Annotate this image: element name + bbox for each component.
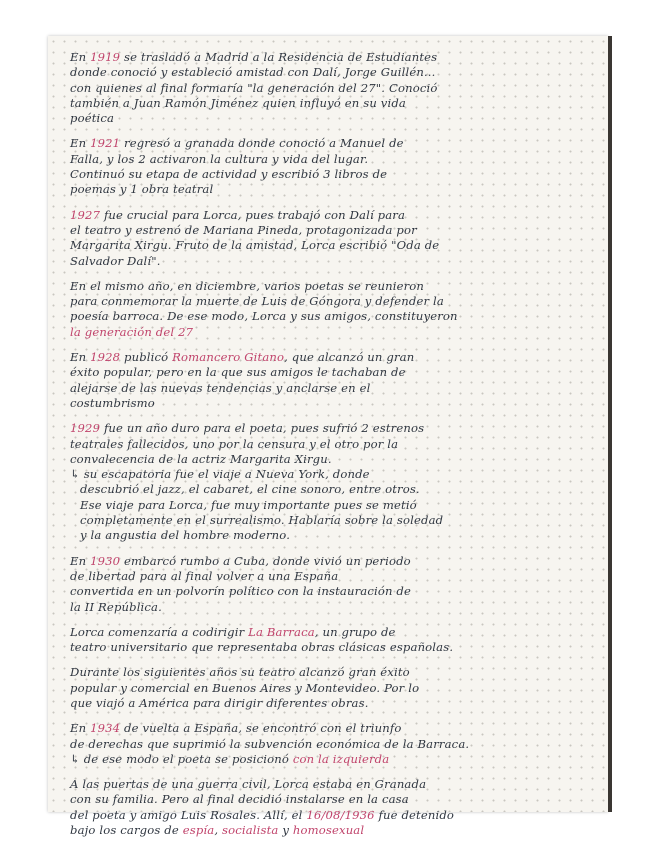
note-text: En bbox=[70, 136, 91, 151]
note-text: embarcó rumbo a Cuba, donde vivió un periodo bbox=[120, 553, 411, 568]
note-line bbox=[70, 167, 594, 182]
note-text: En bbox=[70, 50, 91, 64]
note-line bbox=[70, 309, 594, 324]
note-paragraph bbox=[70, 554, 594, 615]
highlighted-text: 1921 bbox=[90, 136, 121, 151]
note-text: éxito popular, pero en la que sus amigos le tachaban de bbox=[70, 365, 406, 380]
note-text: el teatro y estrenó de Mariana Pineda, protagonizada por bbox=[70, 222, 417, 237]
note-line bbox=[70, 640, 594, 655]
note-line bbox=[70, 600, 594, 615]
highlighted-text: 1934 bbox=[90, 721, 121, 736]
note-text: también a Juan Ramón Jiménez quien influyó en su vida bbox=[70, 95, 406, 110]
note-text: la II República. bbox=[70, 599, 162, 614]
note-text: Falla, y los 2 activaron la cultura y vida del lugar. bbox=[70, 151, 369, 166]
note-line bbox=[70, 625, 594, 640]
highlighted-text: socialista bbox=[222, 823, 279, 838]
highlighted-text: 1919 bbox=[90, 50, 121, 64]
note-line bbox=[70, 111, 594, 126]
note-text: Durante los siguientes años su teatro alcanzó gran éxito bbox=[70, 665, 410, 680]
note-text: regresó a granada donde conoció a Manuel de bbox=[120, 136, 404, 151]
note-text: para conmemorar la muerte de Luis de Góngora y defender la bbox=[70, 294, 444, 309]
note-line bbox=[70, 513, 594, 528]
note-line bbox=[70, 396, 594, 411]
note-text: Ese viaje para Lorca, fue muy importante pues se metió bbox=[80, 497, 417, 512]
highlighted-text: con la izquierda bbox=[292, 751, 390, 766]
note-text: Lorca comenzaría a codirigir bbox=[70, 624, 249, 639]
note-text: convertida en un polvorín político con la instauración de bbox=[70, 584, 412, 599]
note-paragraph bbox=[70, 208, 594, 269]
note-paragraph bbox=[70, 777, 594, 838]
highlighted-text: la generación del 27 bbox=[70, 324, 194, 339]
highlighted-text: La Barraca bbox=[248, 624, 315, 639]
note-line bbox=[70, 554, 594, 569]
note-text: poesía barroca. De ese modo, Lorca y sus amigos, constituyeron bbox=[70, 309, 458, 324]
note-text: ↳ su escapatoria fue el viaje a Nueva York, donde bbox=[70, 467, 370, 482]
note-line bbox=[70, 81, 594, 96]
note-text: , bbox=[214, 823, 223, 838]
note-paragraph bbox=[70, 625, 594, 656]
note-text: teatro universitario que representaba obras clásicas españolas. bbox=[70, 640, 454, 655]
note-text: teatrales fallecidos, uno por la censura y el otro por la bbox=[70, 436, 399, 451]
note-line bbox=[70, 681, 594, 696]
note-text: En bbox=[70, 350, 91, 365]
note-paragraph bbox=[70, 136, 594, 197]
note-text: , que alcanzó un gran bbox=[284, 350, 415, 365]
note-line bbox=[70, 96, 594, 111]
note-text: En bbox=[70, 721, 91, 736]
note-text: y la angustia del hombre moderno. bbox=[80, 528, 291, 543]
note-line bbox=[70, 584, 594, 599]
note-text: fue un año duro para el poeta, pues sufrió 2 estrenos bbox=[100, 421, 425, 436]
note-text: descubrió el jazz, el cabaret, el cine sonoro, entre otros. bbox=[80, 482, 420, 497]
note-text: convalecencia de la actriz Margarita Xirgu. bbox=[70, 451, 332, 466]
note-text: publicó bbox=[120, 350, 173, 365]
note-line bbox=[70, 665, 594, 680]
note-text: con quienes al final formaría "la generación del 27". Conoció bbox=[70, 80, 438, 95]
note-line bbox=[70, 421, 594, 436]
note-line bbox=[70, 823, 594, 838]
note-line bbox=[70, 569, 594, 584]
note-text: ↳ de ese modo el poeta se posicionó bbox=[70, 751, 293, 766]
notebook-page bbox=[48, 36, 608, 838]
note-text: y bbox=[278, 823, 293, 838]
note-line bbox=[70, 254, 594, 269]
note-line bbox=[70, 238, 594, 253]
note-text: fue detenido bbox=[374, 807, 455, 822]
note-line bbox=[70, 50, 594, 65]
note-text: Margarita Xirgu. Fruto de la amistad, Lorca escribió "Oda de bbox=[70, 238, 440, 253]
note-text: de derechas que suprimió la subvención económica de la Barraca. bbox=[70, 736, 470, 751]
note-text: poética bbox=[70, 111, 115, 126]
note-text: completamente en el surrealismo. Hablaría sobre la soledad bbox=[80, 513, 444, 528]
note-line bbox=[70, 365, 594, 380]
highlighted-text: 1927 bbox=[70, 207, 101, 222]
highlighted-text: Romancero Gitano bbox=[172, 350, 285, 365]
note-line bbox=[70, 65, 594, 80]
note-line bbox=[70, 136, 594, 151]
note-text: Continuó su etapa de actividad y escribió 3 libros de bbox=[70, 167, 388, 182]
highlighted-text: 1928 bbox=[90, 350, 121, 365]
note-text: En el mismo año, en diciembre, varios poetas se reunieron bbox=[70, 278, 425, 293]
note-text: que viajó a América para dirigir diferentes obras. bbox=[70, 695, 369, 710]
note-line bbox=[70, 294, 594, 309]
note-text: con su familia. Pero al final decidió instalarse en la casa bbox=[70, 792, 409, 807]
note-paragraph bbox=[70, 50, 594, 126]
note-paragraph bbox=[70, 350, 594, 411]
note-line bbox=[70, 381, 594, 396]
note-line bbox=[70, 223, 594, 238]
note-line bbox=[70, 325, 594, 340]
note-text: se trasladó a Madrid a la Residencia de Estudiantes bbox=[120, 50, 438, 64]
note-line bbox=[70, 467, 594, 482]
highlighted-text: 1929 bbox=[70, 421, 101, 436]
highlighted-text: 1930 bbox=[90, 553, 121, 568]
handwritten-notes bbox=[70, 50, 594, 848]
note-line bbox=[70, 721, 594, 736]
note-line bbox=[70, 208, 594, 223]
note-text: costumbrismo bbox=[70, 395, 155, 410]
note-paragraph bbox=[70, 421, 594, 543]
note-line bbox=[70, 737, 594, 752]
note-paragraph bbox=[70, 279, 594, 340]
note-text: Salvador Dalí". bbox=[70, 253, 161, 268]
note-text: bajo los cargos de bbox=[70, 823, 183, 838]
highlighted-text: homosexual bbox=[292, 823, 365, 838]
note-line bbox=[70, 498, 594, 513]
note-paragraph bbox=[70, 665, 594, 711]
highlighted-text: espía bbox=[182, 823, 215, 838]
note-line bbox=[70, 752, 594, 767]
note-line bbox=[70, 808, 594, 823]
note-text: A las puertas de una guerra civil, Lorca estaba en Granada bbox=[70, 777, 427, 792]
highlighted-text: 16/08/1936 bbox=[306, 807, 375, 822]
note-line bbox=[70, 152, 594, 167]
note-text: de libertad para al final volver a una España bbox=[70, 568, 339, 583]
note-paragraph bbox=[70, 721, 594, 767]
note-text: fue crucial para Lorca, pues trabajó con Dalí para bbox=[100, 207, 406, 222]
note-line bbox=[70, 452, 594, 467]
note-line bbox=[70, 437, 594, 452]
note-line bbox=[70, 482, 594, 497]
note-line bbox=[70, 777, 594, 792]
note-text: poemas y 1 obra teatral bbox=[70, 182, 214, 197]
note-line bbox=[70, 350, 594, 365]
note-line bbox=[70, 279, 594, 294]
note-line bbox=[70, 528, 594, 543]
note-line bbox=[70, 696, 594, 711]
note-text: donde conoció y estableció amistad con Dalí, Jorge Guillén... bbox=[70, 65, 436, 80]
note-line bbox=[70, 182, 594, 197]
note-text: , un grupo de bbox=[314, 624, 396, 639]
note-text: alejarse de las nuevas tendencias y anclarse en el bbox=[70, 380, 371, 395]
note-text: del poeta y amigo Luis Rosales. Allí, el bbox=[70, 807, 307, 822]
note-text: popular y comercial en Buenos Aires y Montevideo. Por lo bbox=[70, 680, 420, 695]
note-line bbox=[70, 792, 594, 807]
note-text: de vuelta a España, se encontró con el triunfo bbox=[120, 721, 402, 736]
note-text: En bbox=[70, 553, 91, 568]
